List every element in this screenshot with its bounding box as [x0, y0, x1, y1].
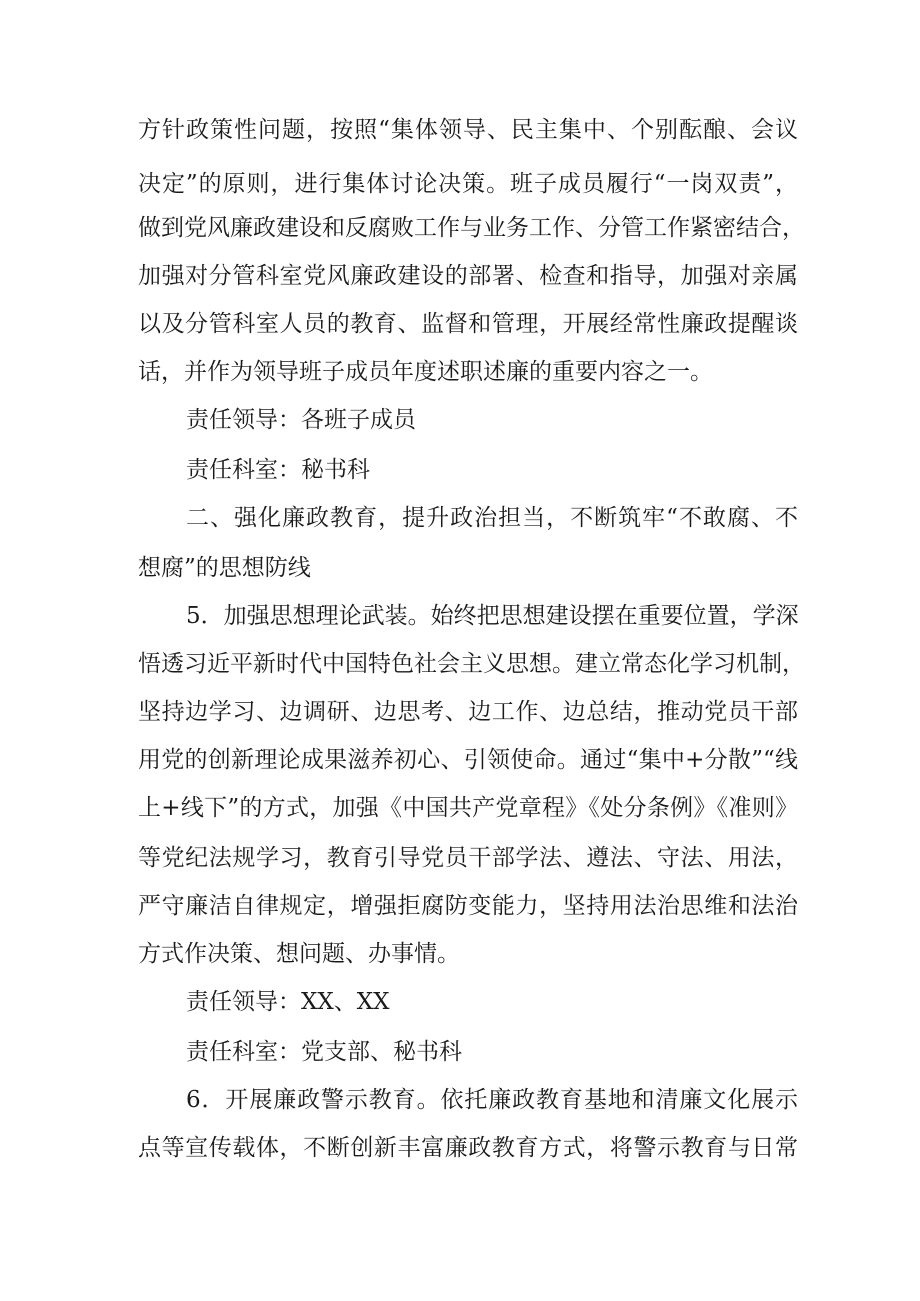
- body-text-line: 等党纪法规学习，教育引导党员干部学法、遵法、守法、用法，: [138, 845, 798, 871]
- body-text-line: 悟透习近平新时代中国特色社会主义思想。建立常态化学习机制，: [138, 651, 805, 677]
- responsible-office-line: 责任科室：秘书科: [186, 457, 370, 483]
- responsible-leader-line: 责任领导：各班子成员: [186, 407, 416, 433]
- section-heading-line: 想腐”的思想防线: [138, 555, 311, 581]
- body-text-line: 用党的创新理论成果滋养初心、引领使命。通过“集中+分散”“线: [138, 747, 798, 773]
- section-heading-line: 二、强化廉政教育，提升政治担当，不断筑牢“不敢腐、不: [186, 505, 798, 531]
- body-text-line: 上+线下”的方式，加强《中国共产党章程》《处分条例》《准则》: [138, 795, 798, 821]
- body-text-line: 加强对分管科室党风廉政建设的部署、检查和指导，加强对亲属: [138, 263, 798, 289]
- body-text-line: 话，并作为领导班子成员年度述职述廉的重要内容之一。: [138, 359, 713, 385]
- body-text-line: 以及分管科室人员的教育、监督和管理，开展经常性廉政提醒谈: [138, 311, 798, 337]
- item-heading-line: 6．开展廉政警示教育。依托廉政教育基地和清廉文化展示: [186, 1087, 798, 1113]
- body-text-line: 做到党风廉政建设和反腐败工作与业务工作、分管工作紧密结合，: [138, 215, 805, 241]
- body-text-line: 点等宣传载体，不断创新丰富廉政教育方式，将警示教育与日常: [138, 1135, 798, 1161]
- body-text-line: 严守廉洁自律规定，增强拒腐防变能力，坚持用法治思维和法治: [138, 893, 798, 919]
- body-text-line: 决定”的原则，进行集体讨论决策。班子成员履行“一岗双责”，: [138, 171, 798, 197]
- body-text-line: 方式作决策、想问题、办事情。: [138, 941, 460, 967]
- responsible-office-line: 责任科室：党支部、秘书科: [186, 1039, 462, 1065]
- item-heading-line: 5．加强思想理论武装。始终把思想建设摆在重要位置，学深: [186, 603, 799, 629]
- responsible-leader-line: 责任领导：XX、XX: [186, 989, 390, 1015]
- body-text-line: 坚持边学习、边调研、边思考、边工作、边总结，推动党员干部: [138, 699, 798, 725]
- body-text-line: 方针政策性问题，按照“集体领导、民主集中、个别酝酿、会议: [138, 117, 798, 143]
